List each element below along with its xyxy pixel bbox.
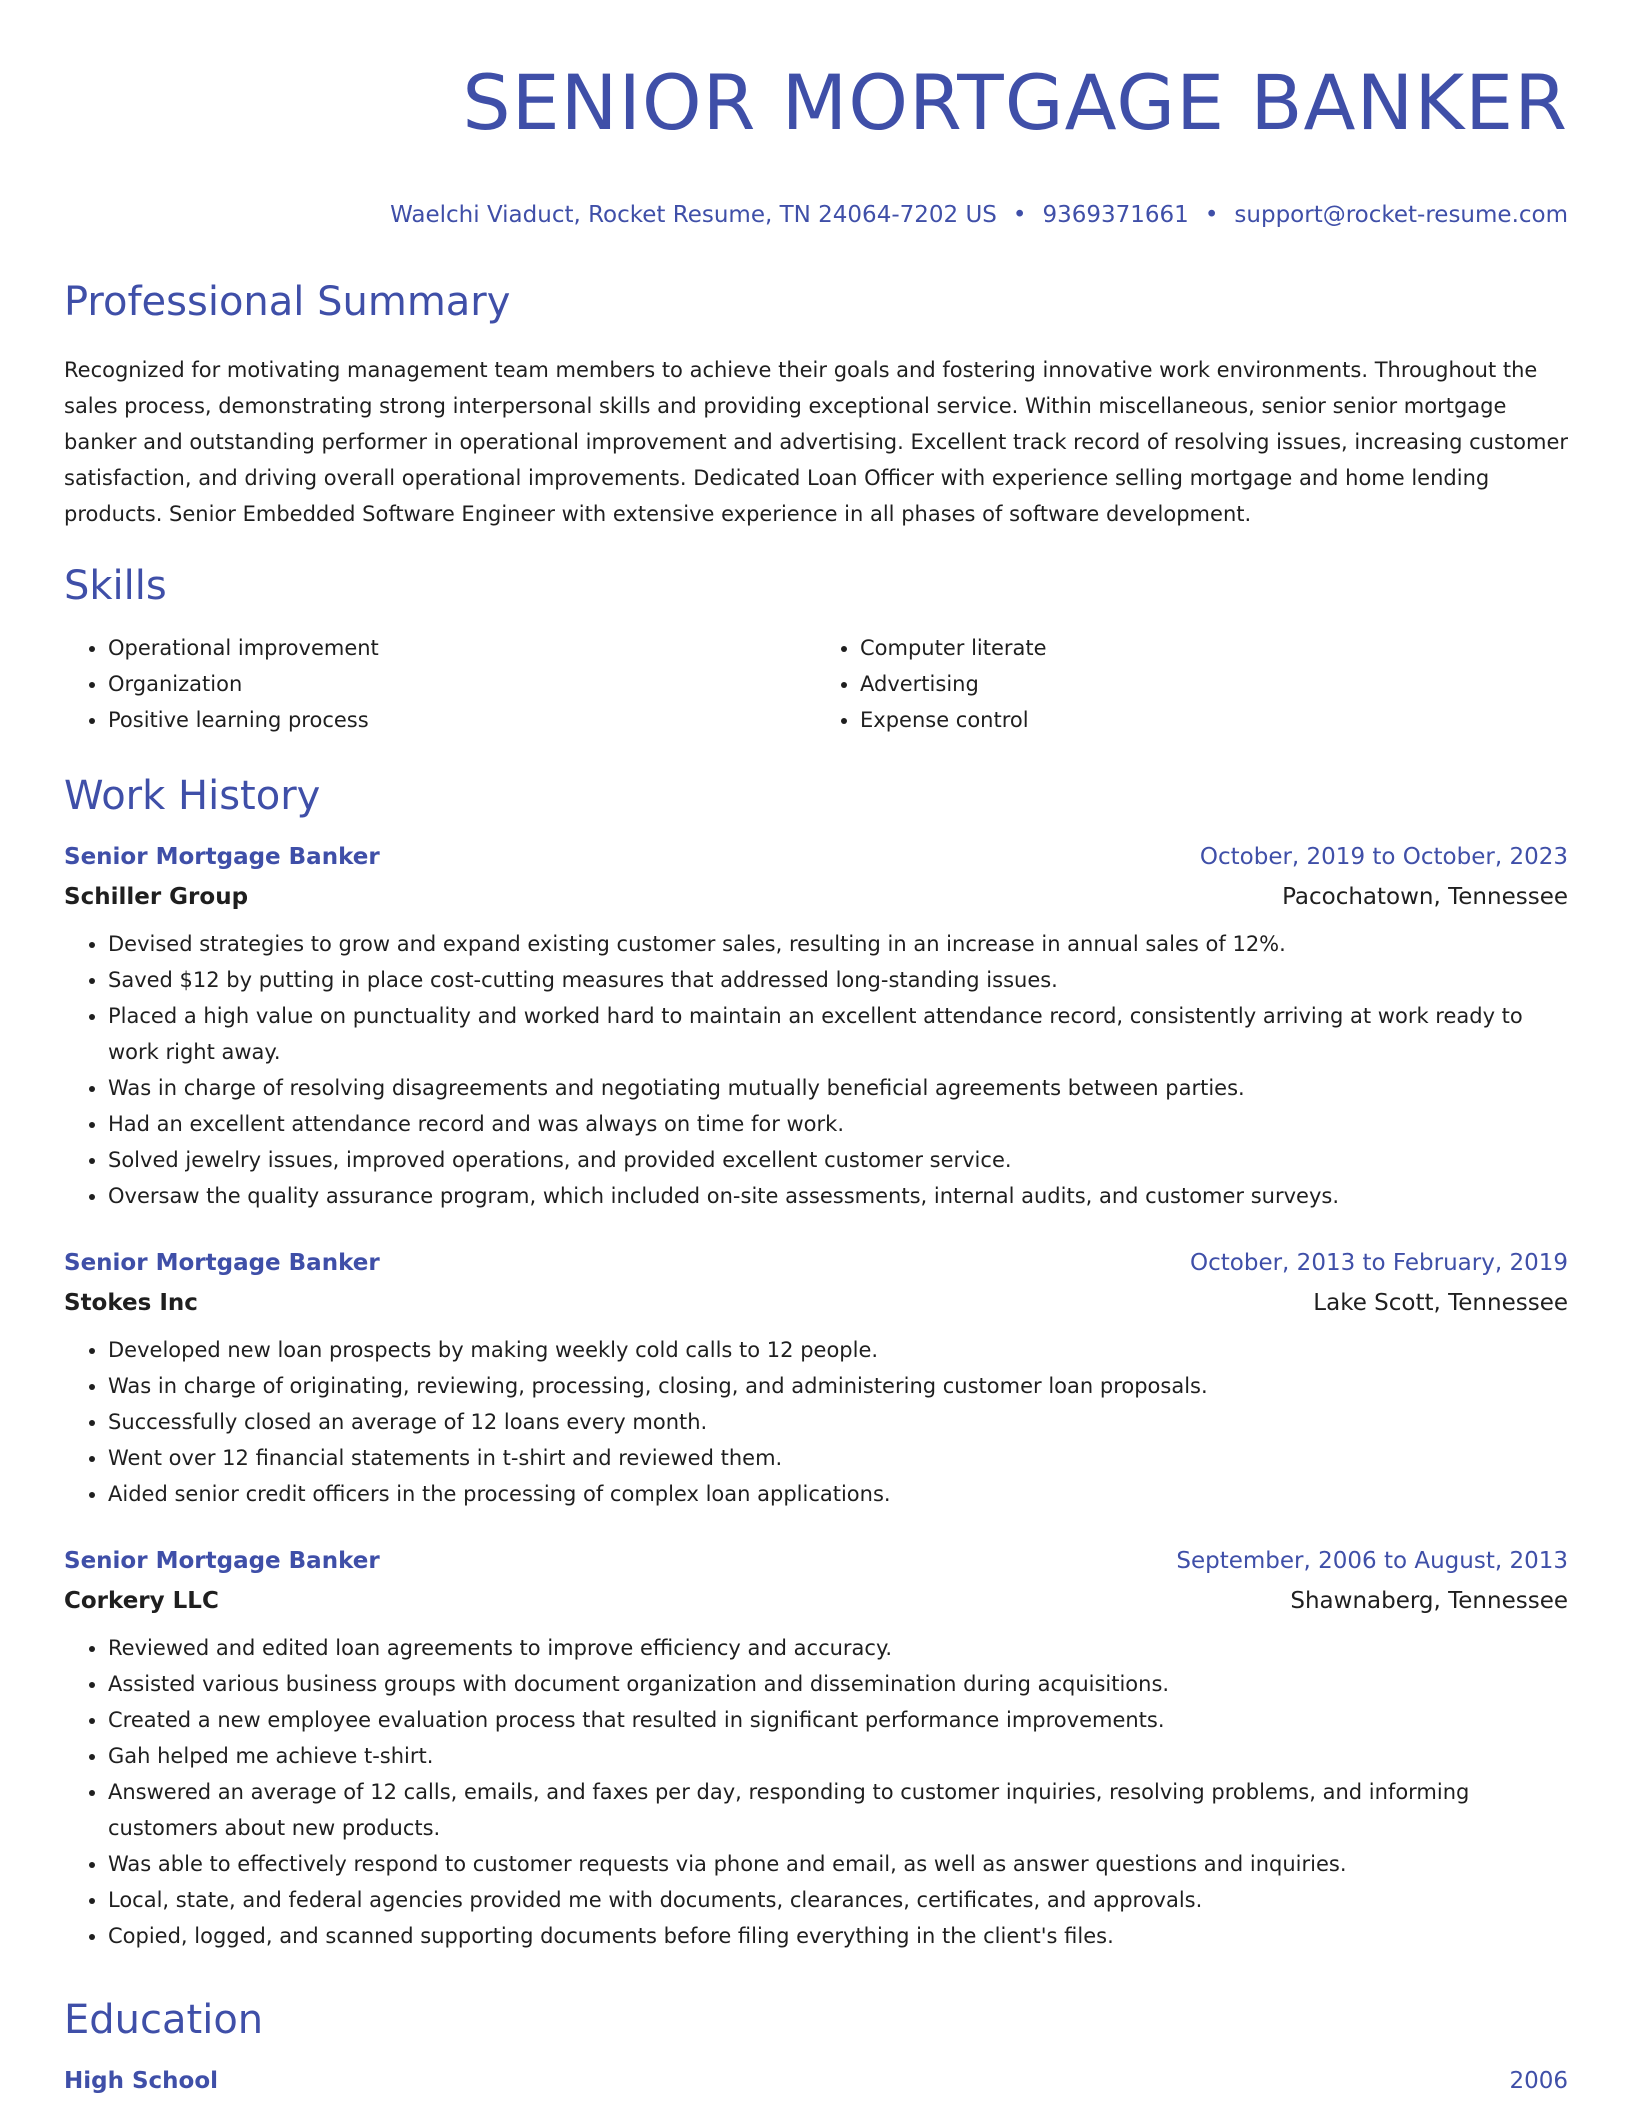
job-bullet: • Assisted various business groups with document organization and dissemination during acquisitions.	[108, 1666, 1568, 1702]
job-bullets	[64, 1332, 1568, 1512]
job-title: Senior Mortgage Banker	[64, 1548, 380, 1574]
job-dates: September, 2006 to August, 2013	[1176, 1548, 1568, 1574]
job-bullet: • Devised strategies to grow and expand existing customer sales, resulting in an increase in annual sales of 12%.	[108, 926, 1568, 962]
summary-heading: Professional Summary	[64, 279, 511, 325]
job-header	[64, 1248, 1568, 1278]
skill-item: • Organization	[108, 666, 816, 702]
skills-list	[64, 630, 1568, 738]
job-title: Senior Mortgage Banker	[64, 1250, 380, 1276]
job-bullet: • Successfully closed an average of 12 loans every month.	[108, 1404, 1568, 1440]
job-bullet: • Copied, logged, and scanned supporting documents before filing everything in the client's files.	[108, 1918, 1568, 1954]
job-bullets	[64, 926, 1568, 1214]
job-location: Lake Scott, Tennessee	[1313, 1290, 1568, 1316]
contact-address: Waelchi Viaduct, Rocket Resume, TN 24064-7202 US	[390, 202, 997, 228]
job-bullet: • Gah helped me achieve t-shirt.	[108, 1738, 1568, 1774]
contact-phone: 9369371661	[1042, 202, 1189, 228]
job-bullet: • Developed new loan prospects by making weekly cold calls to 12 people.	[108, 1332, 1568, 1368]
job-dates: October, 2019 to October, 2023	[1199, 844, 1568, 870]
work-history-heading: Work History	[64, 773, 321, 819]
contact-line	[64, 200, 1568, 230]
job-company: Corkery LLC	[64, 1588, 219, 1614]
job-bullet: • Went over 12 financial statements in t-shirt and reviewed them.	[108, 1440, 1568, 1476]
skills-column-left	[64, 630, 816, 738]
job-bullet: • Saved $12 by putting in place cost-cutting measures that addressed long-standing issues.	[108, 962, 1568, 998]
job-entry	[64, 1248, 1568, 1512]
contact-email: support@rocket-resume.com	[1234, 202, 1568, 228]
job-subheader	[64, 1586, 1568, 1616]
job-bullet: • Aided senior credit officers in the processing of complex loan applications.	[108, 1476, 1568, 1512]
skill-item: • Computer literate	[860, 630, 1568, 666]
job-bullet: • Created a new employee evaluation process that resulted in significant performance improvements.	[108, 1702, 1568, 1738]
education-entry	[64, 2066, 1568, 2096]
education-degree: High School	[64, 2068, 219, 2094]
job-title: Senior Mortgage Banker	[64, 844, 380, 870]
skills-column-right	[816, 630, 1568, 738]
job-bullet: • Solved jewelry issues, improved operations, and provided excellent customer service.	[108, 1142, 1568, 1178]
job-bullet: • Was in charge of originating, reviewing, processing, closing, and administering customer loan proposals.	[108, 1368, 1568, 1404]
job-bullets	[64, 1630, 1568, 1954]
job-location: Shawnaberg, Tennessee	[1290, 1588, 1568, 1614]
job-bullet: • Oversaw the quality assurance program, which included on-site assessments, internal audits, and customer surveys.	[108, 1178, 1568, 1214]
education-heading: Education	[64, 1997, 264, 2043]
contact-separator: •	[1204, 202, 1219, 228]
job-company: Schiller Group	[64, 884, 249, 910]
summary-text: Recognized for motivating management team members to achieve their goals and fostering innovative work environments. Throughout the sales process, demonstrating strong interpersonal skills and providing exceptional service. Within miscellaneous, senior senior mortgage banker and outstanding performer in operational improvement and advertising. Excellent track record of resolving issues, increasing customer satisfaction, and driving overall operational improvements. Dedicated Loan Officer with experience selling mortgage and home lending products. Senior Embedded Software Engineer with extensive experience in all phases of software development.	[64, 358, 1568, 526]
job-company: Stokes Inc	[64, 1290, 198, 1316]
skill-item: • Positive learning process	[108, 702, 816, 738]
skill-item: • Operational improvement	[108, 630, 816, 666]
job-entry	[64, 842, 1568, 1214]
job-header	[64, 842, 1568, 872]
contact-separator: •	[1012, 202, 1027, 228]
job-subheader	[64, 1288, 1568, 1318]
job-header	[64, 1546, 1568, 1576]
job-bullet: • Placed a high value on punctuality and worked hard to maintain an excellent attendance record, consistently arriving at work ready to work right away.	[108, 998, 1568, 1070]
job-subheader	[64, 882, 1568, 912]
skills-heading: Skills	[64, 563, 167, 609]
job-entry	[64, 1546, 1568, 1954]
job-dates: October, 2013 to February, 2019	[1190, 1250, 1568, 1276]
resume-name: SENIOR MORTGAGE BANKER	[462, 58, 1568, 147]
job-bullet: • Was able to effectively respond to customer requests via phone and email, as well as answer questions and inquiries.	[108, 1846, 1568, 1882]
job-bullet: • Local, state, and federal agencies provided me with documents, clearances, certificates, and approvals.	[108, 1882, 1568, 1918]
skill-item: • Expense control	[860, 702, 1568, 738]
education-year: 2006	[1509, 2068, 1568, 2094]
job-bullet: • Was in charge of resolving disagreements and negotiating mutually beneficial agreements between parties.	[108, 1070, 1568, 1106]
job-bullet: • Answered an average of 12 calls, emails, and faxes per day, responding to customer inquiries, resolving problems, and informing customers about new products.	[108, 1774, 1568, 1846]
job-bullet: • Had an excellent attendance record and was always on time for work.	[108, 1106, 1568, 1142]
job-location: Pacochatown, Tennessee	[1282, 884, 1568, 910]
skill-item: • Advertising	[860, 666, 1568, 702]
job-bullet: • Reviewed and edited loan agreements to improve efficiency and accuracy.	[108, 1630, 1568, 1666]
